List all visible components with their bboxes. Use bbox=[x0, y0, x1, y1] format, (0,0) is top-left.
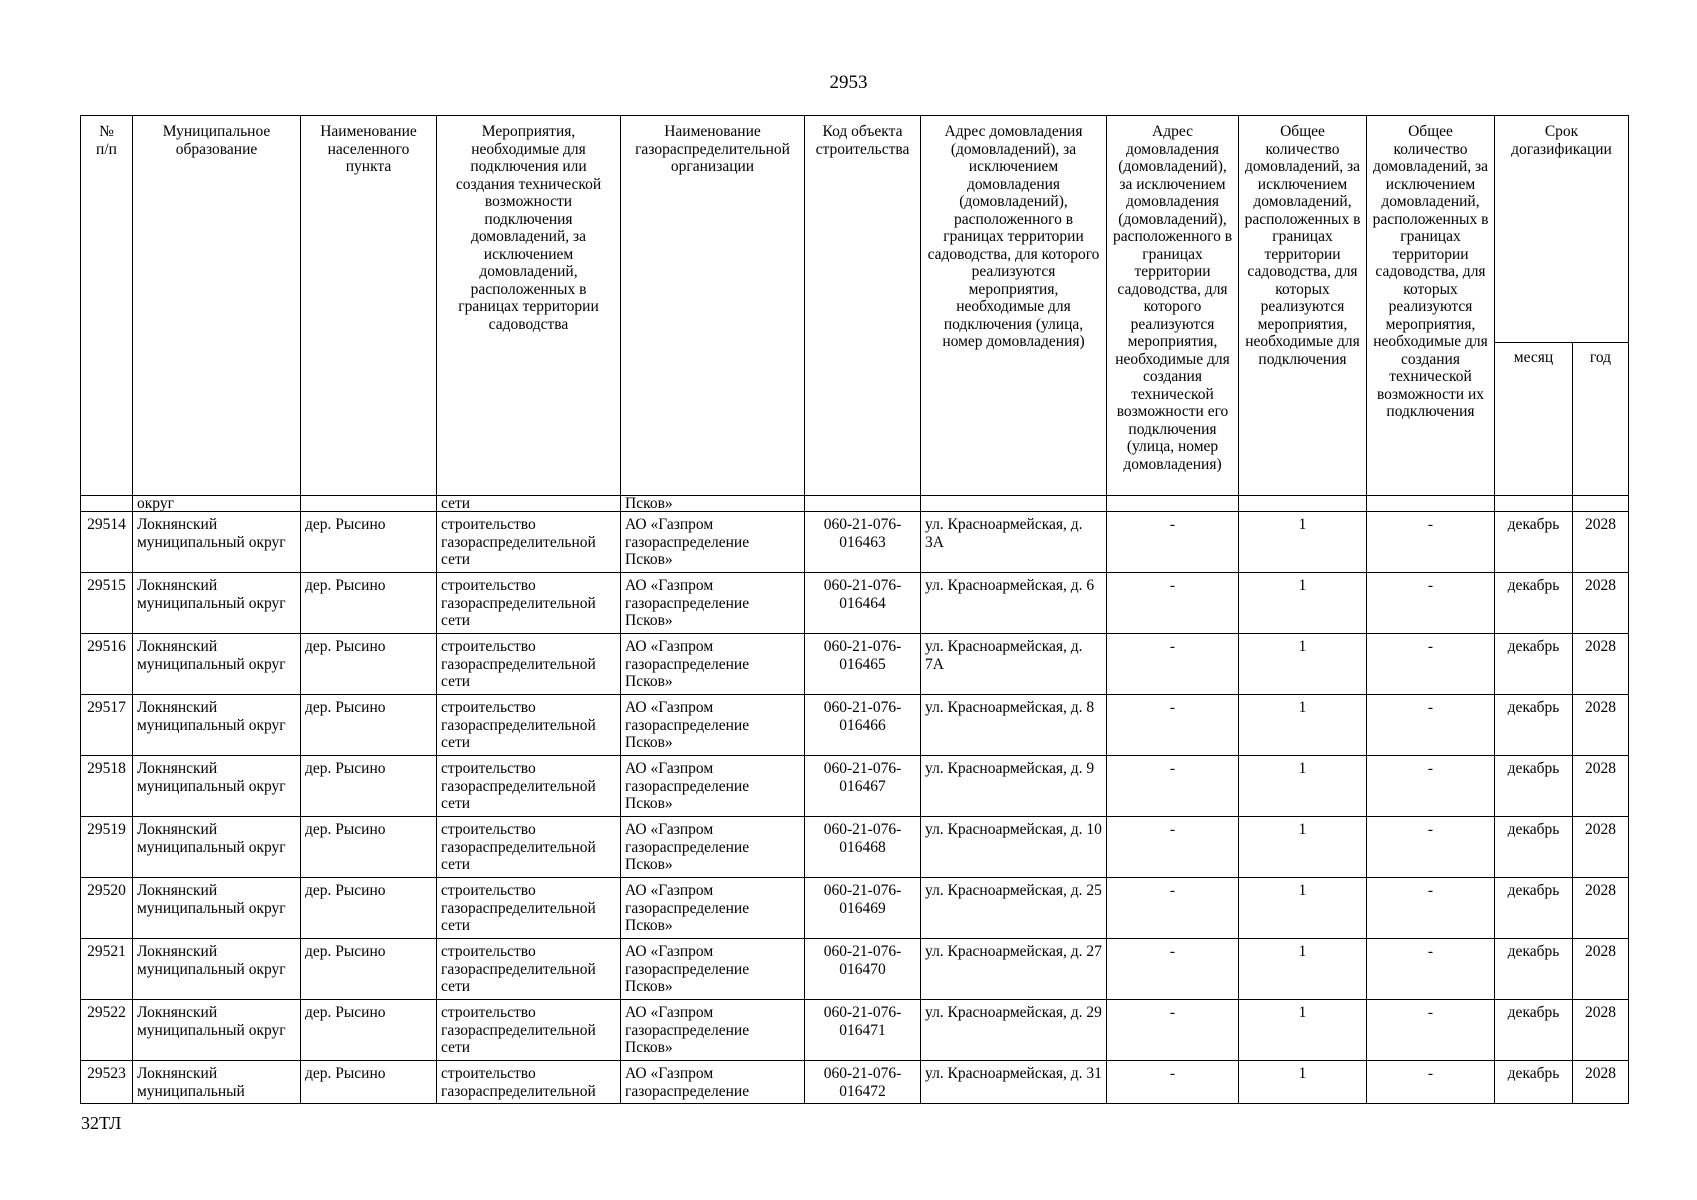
cell-year: 2028 bbox=[1573, 634, 1629, 695]
table-body bbox=[81, 496, 1629, 1104]
cell-address-capability: - bbox=[1107, 1000, 1239, 1061]
cell-address: ул. Красноармейская, д. 9 bbox=[921, 756, 1107, 817]
cell-month: декабрь bbox=[1495, 756, 1573, 817]
cell-month: декабрь bbox=[1495, 695, 1573, 756]
cell-address: ул. Красноармейская, д. 29 bbox=[921, 1000, 1107, 1061]
header-month: месяц bbox=[1495, 342, 1573, 495]
cell-settlement: дер. Рысино bbox=[301, 939, 437, 1000]
cell-address-capability: - bbox=[1107, 1061, 1239, 1104]
cell-total-capability: - bbox=[1367, 1061, 1495, 1104]
cell-object-code: 060-21-076-016470 bbox=[805, 939, 921, 1000]
cell-num: 29523 bbox=[81, 1061, 133, 1104]
cell-gas-org: АО «Газпром газораспределение Псков» bbox=[621, 756, 805, 817]
cell-address: ул. Красноармейская, д. 10 bbox=[921, 817, 1107, 878]
cell-year: 2028 bbox=[1573, 1061, 1629, 1104]
header-num: № п/п bbox=[81, 116, 133, 496]
cell-month: декабрь bbox=[1495, 817, 1573, 878]
page-number: 2953 bbox=[829, 72, 868, 93]
cell-address-capability: - bbox=[1107, 695, 1239, 756]
cell-total-capability: - bbox=[1367, 817, 1495, 878]
cell-municipality: Локнянский муниципальный округ bbox=[133, 695, 301, 756]
table-row bbox=[81, 878, 1629, 939]
cell-year: 2028 bbox=[1573, 939, 1629, 1000]
table-header bbox=[81, 116, 1629, 496]
cell-settlement: дер. Рысино bbox=[301, 573, 437, 634]
cell-num: 29516 bbox=[81, 634, 133, 695]
table-row bbox=[81, 1000, 1629, 1061]
cell-address: ул. Красноармейская, д. 3А bbox=[921, 512, 1107, 573]
cell-month: декабрь bbox=[1495, 512, 1573, 573]
cell-municipality: Локнянский муниципальный округ bbox=[133, 573, 301, 634]
cell-measures: строительство газораспределительной сети bbox=[437, 512, 621, 573]
cell-gas-org: АО «Газпром газораспределение Псков» bbox=[621, 573, 805, 634]
cell-settlement: дер. Рысино bbox=[301, 695, 437, 756]
cell-settlement: дер. Рысино bbox=[301, 878, 437, 939]
table-row bbox=[81, 939, 1629, 1000]
cell-num: 29520 bbox=[81, 878, 133, 939]
header-total-capability: Общее количество домовладений, за исключением домовладений, расположенных в границах территории садоводства, для которых реализуются мероприятия, необходимые для создания технической возможности их подключения bbox=[1367, 116, 1495, 496]
cell-total-connection: 1 bbox=[1239, 939, 1367, 1000]
cell-measures: строительство газораспределительной bbox=[437, 1061, 621, 1104]
cell-municipality: Локнянский муниципальный округ bbox=[133, 817, 301, 878]
cell-municipality: Локнянский муниципальный округ bbox=[133, 634, 301, 695]
header-gas-org: Наименование газораспределительной организации bbox=[621, 116, 805, 496]
cell-year: 2028 bbox=[1573, 756, 1629, 817]
cell-address: ул. Красноармейская, д. 27 bbox=[921, 939, 1107, 1000]
cell-object-code: 060-21-076-016469 bbox=[805, 878, 921, 939]
cell-municipality: Локнянский муниципальный округ bbox=[133, 756, 301, 817]
cell-measures: строительство газораспределительной сети bbox=[437, 817, 621, 878]
cell-total-capability: - bbox=[1367, 1000, 1495, 1061]
cell-gas-org: Псков» bbox=[621, 496, 805, 512]
cell-address-capability: - bbox=[1107, 817, 1239, 878]
cell-settlement: дер. Рысино bbox=[301, 1000, 437, 1061]
header-deadline: Срок догазификации bbox=[1495, 116, 1629, 343]
cell-address: ул. Красноармейская, д. 31 bbox=[921, 1061, 1107, 1104]
cell-year: 2028 bbox=[1573, 878, 1629, 939]
cell-settlement: дер. Рысино bbox=[301, 634, 437, 695]
cell-municipality: Локнянский муниципальный bbox=[133, 1061, 301, 1104]
cell-measures: строительство газораспределительной сети bbox=[437, 1000, 621, 1061]
header-object-code: Код объекта строительства bbox=[805, 116, 921, 496]
cell-gas-org: АО «Газпром газораспределение Псков» bbox=[621, 1000, 805, 1061]
cell-object-code: 060-21-076-016467 bbox=[805, 756, 921, 817]
cell-total-connection: 1 bbox=[1239, 878, 1367, 939]
cell-measures: строительство газораспределительной сети bbox=[437, 634, 621, 695]
cell-month: декабрь bbox=[1495, 1000, 1573, 1061]
continuation-row bbox=[81, 496, 1629, 512]
cell-address-capability: - bbox=[1107, 634, 1239, 695]
cell-address: ул. Красноармейская, д. 7А bbox=[921, 634, 1107, 695]
cell-measures: сети bbox=[437, 496, 621, 512]
cell-gas-org: АО «Газпром газораспределение Псков» bbox=[621, 634, 805, 695]
cell-total-connection: 1 bbox=[1239, 695, 1367, 756]
cell-address: ул. Красноармейская, д. 6 bbox=[921, 573, 1107, 634]
cell-gas-org: АО «Газпром газораспределение Псков» bbox=[621, 878, 805, 939]
cell-year: 2028 bbox=[1573, 695, 1629, 756]
table-row bbox=[81, 573, 1629, 634]
table-row bbox=[81, 1061, 1629, 1104]
cell-month: декабрь bbox=[1495, 878, 1573, 939]
cell-address: ул. Красноармейская, д. 25 bbox=[921, 878, 1107, 939]
cell-gas-org: АО «Газпром газораспределение Псков» bbox=[621, 939, 805, 1000]
cell-settlement: дер. Рысино bbox=[301, 756, 437, 817]
cell-month: декабрь bbox=[1495, 573, 1573, 634]
cell-total-capability: - bbox=[1367, 695, 1495, 756]
cell-settlement: дер. Рысино bbox=[301, 512, 437, 573]
cell-total-capability: - bbox=[1367, 878, 1495, 939]
cell-month: декабрь bbox=[1495, 1061, 1573, 1104]
table-row bbox=[81, 756, 1629, 817]
table-row bbox=[81, 817, 1629, 878]
header-measures: Мероприятия, необходимые для подключения или создания технической возможности подключения домовладений, за исключением домовладений, расположенных в границах территории садоводства bbox=[437, 116, 621, 496]
cell-num: 29514 bbox=[81, 512, 133, 573]
cell-object-code: 060-21-076-016468 bbox=[805, 817, 921, 878]
footer-code: 32ТЛ bbox=[81, 1113, 122, 1133]
cell-total-connection: 1 bbox=[1239, 1000, 1367, 1061]
cell-num: 29517 bbox=[81, 695, 133, 756]
gasification-table bbox=[80, 115, 1629, 1104]
header-settlement: Наименование населенного пункта bbox=[301, 116, 437, 496]
cell-measures: строительство газораспределительной сети bbox=[437, 573, 621, 634]
cell-measures: строительство газораспределительной сети bbox=[437, 756, 621, 817]
cell-settlement: дер. Рысино bbox=[301, 817, 437, 878]
cell-measures: строительство газораспределительной сети bbox=[437, 878, 621, 939]
cell-total-connection: 1 bbox=[1239, 512, 1367, 573]
cell-municipality: Локнянский муниципальный округ bbox=[133, 1000, 301, 1061]
table-row bbox=[81, 512, 1629, 573]
cell-num: 29522 bbox=[81, 1000, 133, 1061]
header-address-connection: Адрес домовладения (домовладений), за исключением домовладения (домовладений), расположенного в границах территории садоводства, для которого реализуются мероприятия, необходимые для подключения (улица, номер домовладения) bbox=[921, 116, 1107, 496]
table-row bbox=[81, 695, 1629, 756]
cell-month: декабрь bbox=[1495, 939, 1573, 1000]
cell-total-capability: - bbox=[1367, 939, 1495, 1000]
cell-gas-org: АО «Газпром газораспределение bbox=[621, 1061, 805, 1104]
cell-total-connection: 1 bbox=[1239, 817, 1367, 878]
cell-year: 2028 bbox=[1573, 1000, 1629, 1061]
cell-address-capability: - bbox=[1107, 756, 1239, 817]
cell-measures: строительство газораспределительной сети bbox=[437, 695, 621, 756]
cell-num: 29515 bbox=[81, 573, 133, 634]
cell-num: 29519 bbox=[81, 817, 133, 878]
cell-total-capability: - bbox=[1367, 634, 1495, 695]
cell-object-code: 060-21-076-016463 bbox=[805, 512, 921, 573]
cell-gas-org: АО «Газпром газораспределение Псков» bbox=[621, 695, 805, 756]
header-total-connection: Общее количество домовладений, за исключением домовладений, расположенных в границах территории садоводства, для которых реализуются мероприятия, необходимые для подключения bbox=[1239, 116, 1367, 496]
cell-year: 2028 bbox=[1573, 817, 1629, 878]
cell-total-connection: 1 bbox=[1239, 1061, 1367, 1104]
cell-municipality: Локнянский муниципальный округ bbox=[133, 878, 301, 939]
cell-address: ул. Красноармейская, д. 8 bbox=[921, 695, 1107, 756]
cell-address-capability: - bbox=[1107, 939, 1239, 1000]
cell-object-code: 060-21-076-016465 bbox=[805, 634, 921, 695]
cell-settlement: дер. Рысино bbox=[301, 1061, 437, 1104]
cell-total-connection: 1 bbox=[1239, 756, 1367, 817]
cell-year: 2028 bbox=[1573, 512, 1629, 573]
cell-address-capability: - bbox=[1107, 512, 1239, 573]
cell-num: 29518 bbox=[81, 756, 133, 817]
cell-object-code: 060-21-076-016464 bbox=[805, 573, 921, 634]
cell-total-capability: - bbox=[1367, 512, 1495, 573]
cell-municipality: Локнянский муниципальный округ bbox=[133, 939, 301, 1000]
cell-object-code: 060-21-076-016471 bbox=[805, 1000, 921, 1061]
cell-total-capability: - bbox=[1367, 756, 1495, 817]
header-municipality: Муниципальное образование bbox=[133, 116, 301, 496]
header-address-capability: Адрес домовладения (домовладений), за исключением домовладения (домовладений), расположенного в границах территории садоводства, для которого реализуются мероприятия, необходимые для создания технической возможности его подключения (улица, номер домовладения) bbox=[1107, 116, 1239, 496]
cell-address-capability: - bbox=[1107, 573, 1239, 634]
cell-gas-org: АО «Газпром газораспределение Псков» bbox=[621, 512, 805, 573]
cell-object-code: 060-21-076-016472 bbox=[805, 1061, 921, 1104]
header-year: год bbox=[1573, 342, 1629, 495]
cell-month: декабрь bbox=[1495, 634, 1573, 695]
cell-num: 29521 bbox=[81, 939, 133, 1000]
cell-object-code: 060-21-076-016466 bbox=[805, 695, 921, 756]
cell-total-connection: 1 bbox=[1239, 634, 1367, 695]
cell-municipality: Локнянский муниципальный округ bbox=[133, 512, 301, 573]
cell-municipality: округ bbox=[133, 496, 301, 512]
table-row bbox=[81, 634, 1629, 695]
cell-year: 2028 bbox=[1573, 573, 1629, 634]
cell-gas-org: АО «Газпром газораспределение Псков» bbox=[621, 817, 805, 878]
cell-address-capability: - bbox=[1107, 878, 1239, 939]
cell-total-capability: - bbox=[1367, 573, 1495, 634]
cell-total-connection: 1 bbox=[1239, 573, 1367, 634]
cell-measures: строительство газораспределительной сети bbox=[437, 939, 621, 1000]
